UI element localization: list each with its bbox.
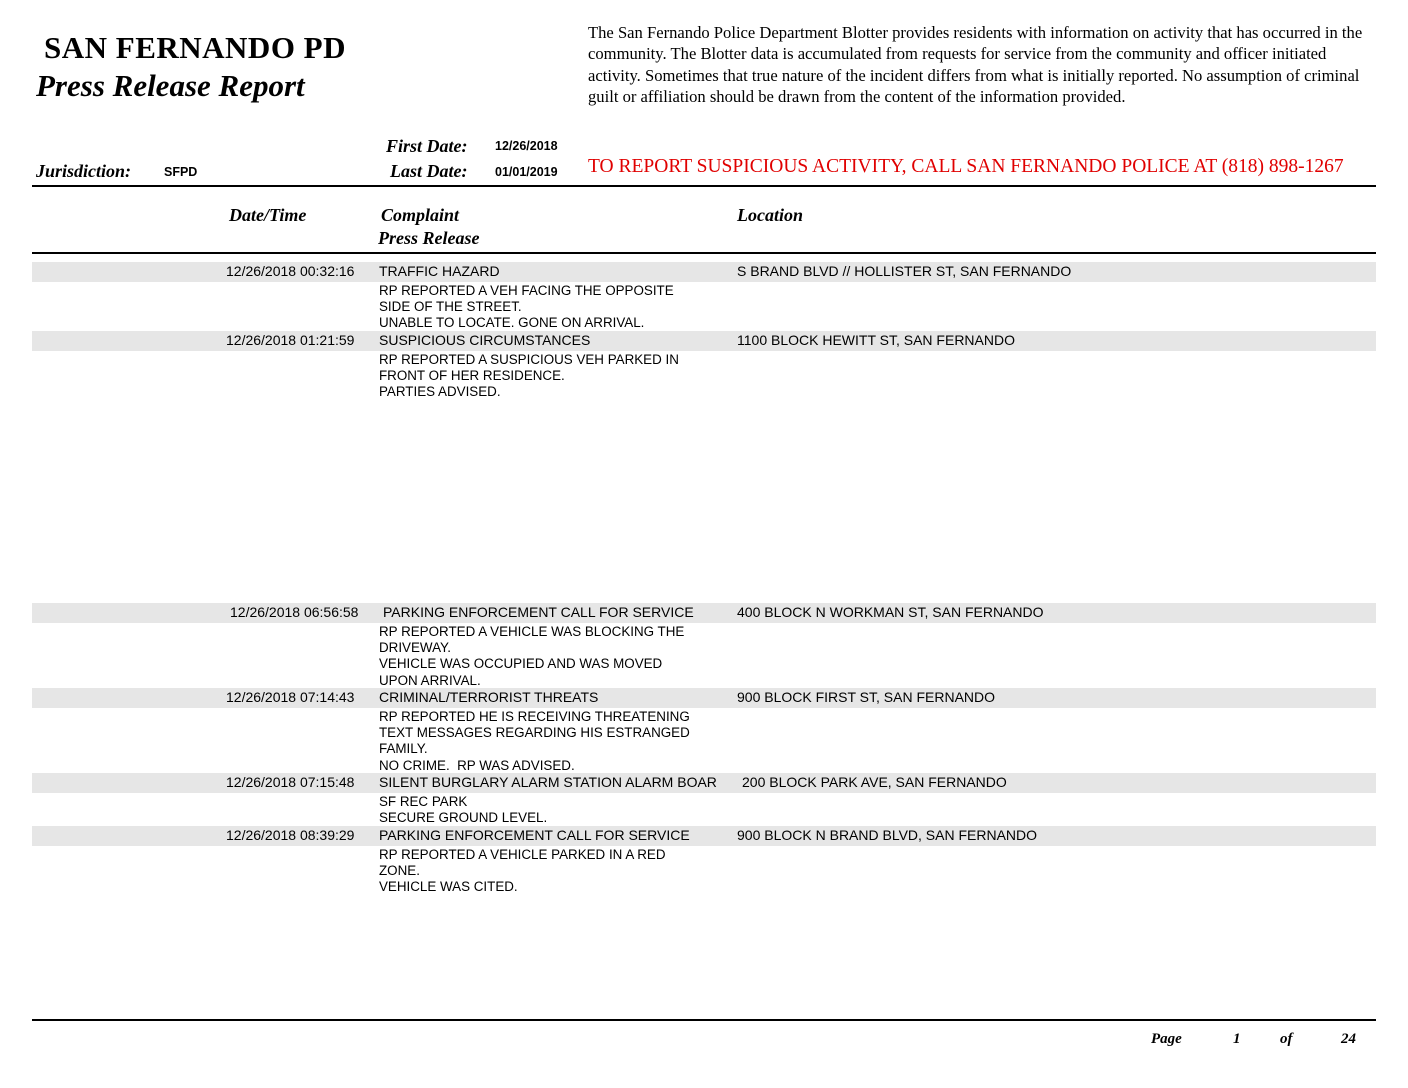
record-datetime: 12/26/2018 07:14:43 (226, 689, 355, 705)
page-number: 1 (1233, 1031, 1241, 1047)
record-complaint: SILENT BURGLARY ALARM STATION ALARM BOAR (379, 774, 717, 790)
col-header-complaint: Complaint (381, 205, 460, 225)
first-date-label: First Date: (386, 136, 468, 156)
record-datetime: 12/26/2018 07:15:48 (226, 774, 355, 790)
column-header-rule (32, 252, 1376, 254)
record-location: 900 BLOCK N BRAND BLVD, SAN FERNANDO (737, 827, 1038, 843)
record-location: 1100 BLOCK HEWITT ST, SAN FERNANDO (737, 332, 1015, 348)
last-date-label: Last Date: (390, 161, 468, 181)
col-header-press-release: Press Release (378, 228, 480, 248)
record-datetime: 12/26/2018 01:21:59 (226, 332, 355, 348)
record-narrative: RP REPORTED A VEH FACING THE OPPOSITE SIDE OF THE STREET. UNABLE TO LOCATE. GONE ON ARRIVAL. (379, 283, 674, 331)
record-datetime: 12/26/2018 06:56:58 (230, 604, 359, 620)
record-narrative: SF REC PARK SECURE GROUND LEVEL. (379, 794, 548, 826)
footer-rule (32, 1019, 1376, 1021)
header-rule (32, 185, 1376, 187)
report-suspicious-activity-notice: TO REPORT SUSPICIOUS ACTIVITY, CALL SAN FERNANDO POLICE AT (818) 898-1267 (588, 156, 1344, 177)
jurisdiction-label: Jurisdiction: (36, 161, 132, 181)
record-complaint: PARKING ENFORCEMENT CALL FOR SERVICE (379, 827, 690, 843)
record-complaint: CRIMINAL/TERRORIST THREATS (379, 689, 599, 705)
record-narrative: RP REPORTED A VEHICLE PARKED IN A RED ZONE. VEHICLE WAS CITED. (379, 847, 666, 895)
record-complaint: PARKING ENFORCEMENT CALL FOR SERVICE (383, 604, 694, 620)
report-title: Press Release Report (36, 68, 305, 103)
record-datetime: 12/26/2018 08:39:29 (226, 827, 355, 843)
page-label: Page (1151, 1031, 1182, 1047)
record-location: 400 BLOCK N WORKMAN ST, SAN FERNANDO (737, 604, 1044, 620)
record-location: S BRAND BLVD // HOLLISTER ST, SAN FERNANDO (737, 263, 1072, 279)
record-narrative: RP REPORTED A SUSPICIOUS VEH PARKED IN FRONT OF HER RESIDENCE. PARTIES ADVISED. (379, 352, 679, 400)
record-location: 200 BLOCK PARK AVE, SAN FERNANDO (742, 774, 1007, 790)
of-label: of (1280, 1031, 1293, 1047)
total-pages: 24 (1341, 1031, 1356, 1047)
last-date-value: 01/01/2019 (495, 165, 558, 179)
col-header-location: Location (737, 205, 803, 225)
agency-title: SAN FERNANDO PD (44, 30, 346, 65)
jurisdiction-value: SFPD (164, 165, 198, 179)
intro-paragraph: The San Fernando Police Department Blotter provides residents with information on activity that has occurred in the community. The Blotter data is accumulated from requests for service from the community and officer initiated activity. Sometimes that true nature of the incident differs from what is initially reported. No assumption of criminal guilt or affiliation should be drawn from the content of the information provided. (588, 23, 1363, 106)
col-header-datetime: Date/Time (229, 205, 307, 225)
record-datetime: 12/26/2018 00:32:16 (226, 263, 355, 279)
record-narrative: RP REPORTED A VEHICLE WAS BLOCKING THE DRIVEWAY. VEHICLE WAS OCCUPIED AND WAS MOVED UPON ARRIVAL. (379, 624, 685, 688)
record-complaint: SUSPICIOUS CIRCUMSTANCES (379, 332, 591, 348)
first-date-value: 12/26/2018 (495, 139, 558, 153)
record-narrative: RP REPORTED HE IS RECEIVING THREATENING TEXT MESSAGES REGARDING HIS ESTRANGED FAMILY. NO CRIME. RP WAS ADVISED. (379, 709, 690, 773)
record-location: 900 BLOCK FIRST ST, SAN FERNANDO (737, 689, 996, 705)
record-complaint: TRAFFIC HAZARD (379, 263, 500, 279)
